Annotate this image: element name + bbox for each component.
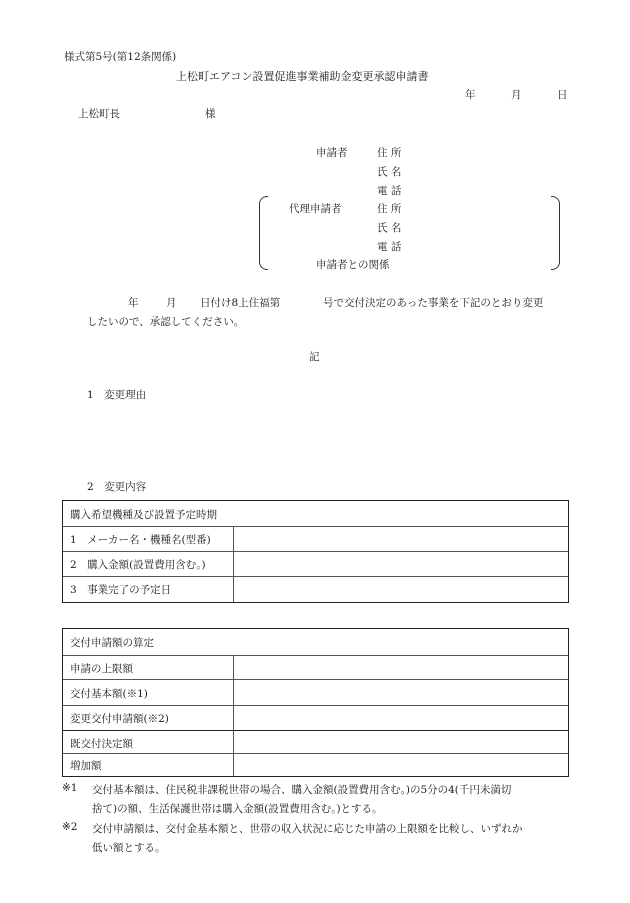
applicant-name-label: 氏 名: [377, 166, 402, 178]
addressee-honorific: 様: [205, 108, 216, 120]
body-line2: したいので、承認してください。: [87, 316, 245, 328]
table-row-label: 交付基本額(※1): [70, 688, 148, 700]
applicant-address-label: 住 所: [377, 147, 402, 159]
form-number: 様式第5号(第12条関係): [64, 51, 177, 63]
agent-name-label: 氏 名: [377, 222, 402, 234]
applicant-label: 申請者: [316, 147, 348, 159]
right-bracket: [551, 196, 560, 270]
agent-label: 代理申請者: [289, 203, 342, 215]
body-line1-rest: 号で交付決定のあった事業を下記のとおり変更: [323, 297, 544, 309]
table-column-divider: [233, 526, 234, 602]
purchase-table: [62, 500, 569, 603]
date-day-label: 日: [557, 89, 568, 101]
note-mark: ※1: [62, 782, 78, 794]
table-row-divider: [63, 753, 568, 754]
note-text: 交付基本額は、住民税非課税世帯の場合、購入金額(設置費用含む。)の5分の4(千円未満切: [92, 784, 512, 796]
agent-phone-label: 電 話: [377, 241, 402, 253]
table-row-label: 2 購入金額(設置費用含む。): [70, 559, 206, 571]
note-text: 交付申請額は、交付金基本額と、世帯の収入状況に応じた申請の上限額を比較し、いずれか: [92, 823, 523, 835]
body-dated-ref: 日付け8上住福第: [200, 297, 281, 309]
applicant-phone-label: 電 話: [377, 185, 402, 197]
table-column-divider: [233, 655, 234, 776]
grant-calculation-table: [62, 628, 569, 777]
table-row-divider: [63, 679, 568, 680]
table-row-divider: [63, 730, 568, 731]
agent-address-label: 住 所: [377, 203, 402, 215]
left-bracket: [259, 196, 268, 270]
addressee: 上松町長: [78, 108, 120, 120]
note-text: 低い額とする。: [92, 842, 166, 854]
table-row-label: 既交付決定額: [70, 738, 133, 750]
section-reason: 1 変更理由: [87, 389, 147, 401]
note-mark: ※2: [62, 821, 78, 833]
ki-label: 記: [309, 351, 320, 363]
table-row-divider: [63, 576, 568, 577]
table-row-label: 増加額: [70, 760, 102, 772]
table-row-label: 1 メーカー名・機種名(型番): [70, 534, 211, 546]
body-year: 年: [128, 297, 139, 309]
purchase-table-header: 購入希望機種及び設置予定時期: [70, 509, 217, 521]
date-month-label: 月: [511, 89, 522, 101]
table-row-divider: [63, 655, 568, 656]
grant-table-header: 交付申請額の算定: [70, 637, 154, 649]
table-row-label: 変更交付申請額(※2): [70, 713, 169, 725]
table-row-label: 申請の上限額: [70, 663, 133, 675]
agent-relation-label: 申請者との関係: [316, 259, 390, 271]
table-row-label: 3 事業完了の予定日: [70, 584, 172, 596]
note-text: 捨て)の額、生活保護世帯は購入金額(設置費用含む。)とする。: [92, 803, 383, 815]
section-content: 2 変更内容: [87, 481, 147, 493]
table-row-divider: [63, 705, 568, 706]
table-row-divider: [63, 551, 568, 552]
body-month: 月: [166, 297, 177, 309]
table-row-divider: [63, 526, 568, 527]
date-year-label: 年: [465, 89, 476, 101]
document-title: 上松町エアコン設置促進事業補助金変更承認申請書: [176, 70, 429, 83]
